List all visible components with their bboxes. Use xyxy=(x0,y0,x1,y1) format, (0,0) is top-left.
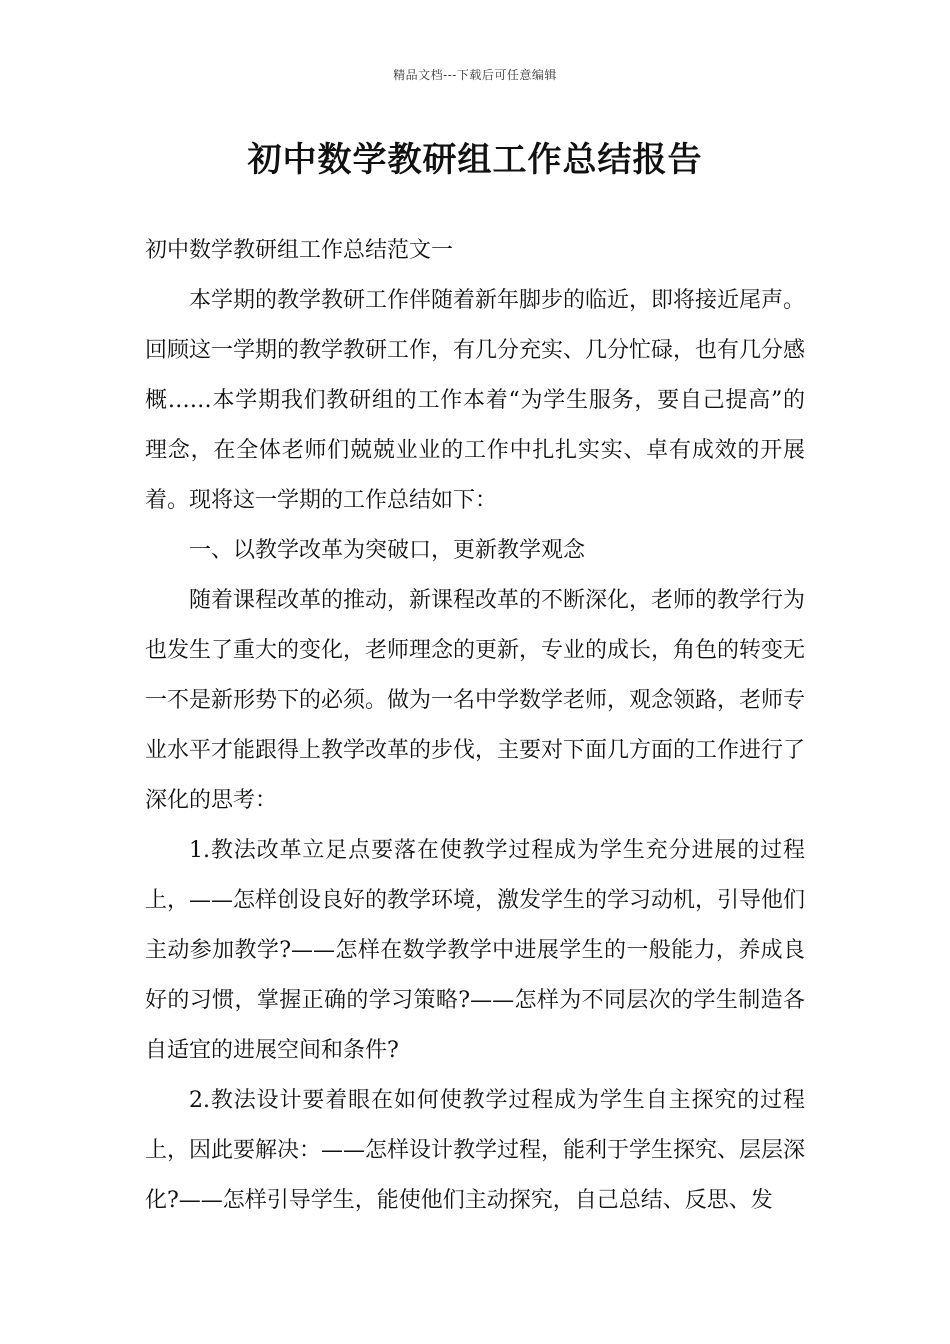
paragraph-reform: 随着课程改革的推动，新课程改革的不断深化，老师的教学行为也发生了重大的变化，老师理念的更新，专业的成长，角色的转变无一不是新形势下的必须。做为一名中学数学老师，观念领路，老师专业水平才能跟得上教学改革的步伐，主要对下面几方面的工作进行了深化的思考： xyxy=(145,588,806,813)
paragraph-point-1: 1.教法改革立足点要落在使教学过程成为学生充分进展的过程上，——怎样创设良好的教学环境，激发学生的学习动机，引导他们主动参加教学?——怎样在数学教学中进展学生的一般能力，养成良好的习惯，掌握正确的学习策略?——怎样为不同层次的学生制造各自适宜的进展空间和条件? xyxy=(145,838,806,1063)
section-subtitle: 初中数学教研组工作总结范文一 xyxy=(145,238,454,263)
paragraph-point-2: 2.教法设计要着眼在如何使教学过程成为学生自主探究的过程上，因此要解决：——怎样设计教学过程，能利于学生探究、层层深化?——怎样引导学生，能使他们主动探究，自己总结、反思、发 xyxy=(145,1088,806,1213)
document-title: 初中数学教研组工作总结报告 xyxy=(247,140,703,180)
document-body xyxy=(145,226,805,1226)
section-heading-1: 一、以教学改革为突破口，更新教学观念 xyxy=(189,538,586,563)
header-note: 精品文档---下载后可任意编辑 xyxy=(393,68,557,82)
paragraph-intro: 本学期的教学教研工作伴随着新年脚步的临近，即将接近尾声。回顾这一学期的教学教研工作，有几分充实、几分忙碌，也有几分感概……本学期我们教研组的工作本着“为学生服务，要自己提高”的理念，在全体老师们兢兢业业的工作中扎扎实实、卓有成效的开展着。现将这一学期的工作总结如下： xyxy=(145,288,806,513)
